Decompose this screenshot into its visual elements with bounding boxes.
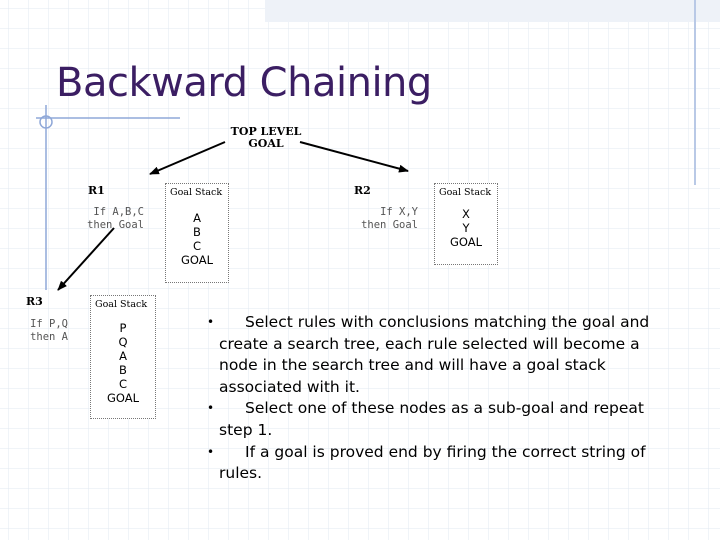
- top-goal-line-1: TOP LEVEL: [230, 125, 302, 138]
- stack-item: B: [193, 225, 201, 239]
- rule-r3-text: [22, 318, 68, 344]
- goal-stack-r2-title: Goal Stack: [439, 187, 492, 198]
- goal-stack-r1-items: [166, 211, 228, 267]
- stack-item: Q: [118, 335, 128, 349]
- rule-r2-line-1: If X,Y: [380, 206, 418, 218]
- rule-r1-text: [78, 206, 144, 232]
- goal-stack-r3-items: [91, 321, 155, 405]
- goal-stack-r3: [90, 295, 156, 419]
- bullet-dot-icon: •: [207, 401, 215, 416]
- bullet-item: [205, 312, 675, 398]
- rule-r3-line-1: If P,Q: [30, 318, 68, 330]
- stack-item: C: [192, 239, 202, 253]
- stack-item: X: [462, 207, 470, 221]
- stack-item: A: [119, 349, 127, 363]
- bullet-text: Select rules with conclusions matching the goal and create a search tree, each rule selected will become a node in the search tree and will have a goal stack associated with it.: [219, 313, 650, 396]
- goal-stack-r3-title: Goal Stack: [95, 299, 148, 310]
- stack-item: B: [119, 363, 127, 377]
- stack-item: Y: [462, 221, 470, 235]
- steps-bullet-list: [205, 312, 675, 485]
- goal-stack-r1-title: Goal Stack: [170, 187, 223, 198]
- stack-item: GOAL: [449, 235, 483, 249]
- goal-stack-r2-items: [435, 207, 497, 249]
- stack-item: GOAL: [106, 391, 140, 405]
- stack-item: P: [119, 321, 127, 335]
- stack-item: GOAL: [180, 253, 214, 267]
- stack-item: A: [193, 211, 201, 225]
- stack-item: C: [118, 377, 128, 391]
- bullet-item: [205, 442, 675, 485]
- rule-r2-label: R2: [354, 184, 371, 197]
- rule-r2-line-2: then Goal: [361, 219, 418, 231]
- slide-title: Backward Chaining: [56, 60, 432, 106]
- top-goal-line-2: GOAL: [248, 137, 284, 150]
- bullet-dot-icon: •: [207, 444, 215, 459]
- rule-r3-label: R3: [26, 295, 43, 308]
- bullet-text: Select one of these nodes as a sub-goal and repeat step 1.: [219, 399, 644, 439]
- rule-r1-line-1: If A,B,C: [93, 206, 144, 218]
- rule-r3-line-2: then A: [30, 331, 68, 343]
- goal-stack-r2: [434, 183, 498, 265]
- bullet-item: [205, 398, 675, 441]
- bullet-text: If a goal is proved end by firing the correct string of rules.: [219, 442, 646, 483]
- rule-r1-label: R1: [88, 184, 105, 197]
- bullet-dot-icon: •: [207, 315, 215, 329]
- rule-r2-text: [350, 206, 418, 232]
- rule-r1-line-2: then Goal: [87, 219, 144, 231]
- top-level-goal-node: [226, 126, 306, 150]
- goal-stack-r1: [165, 183, 229, 283]
